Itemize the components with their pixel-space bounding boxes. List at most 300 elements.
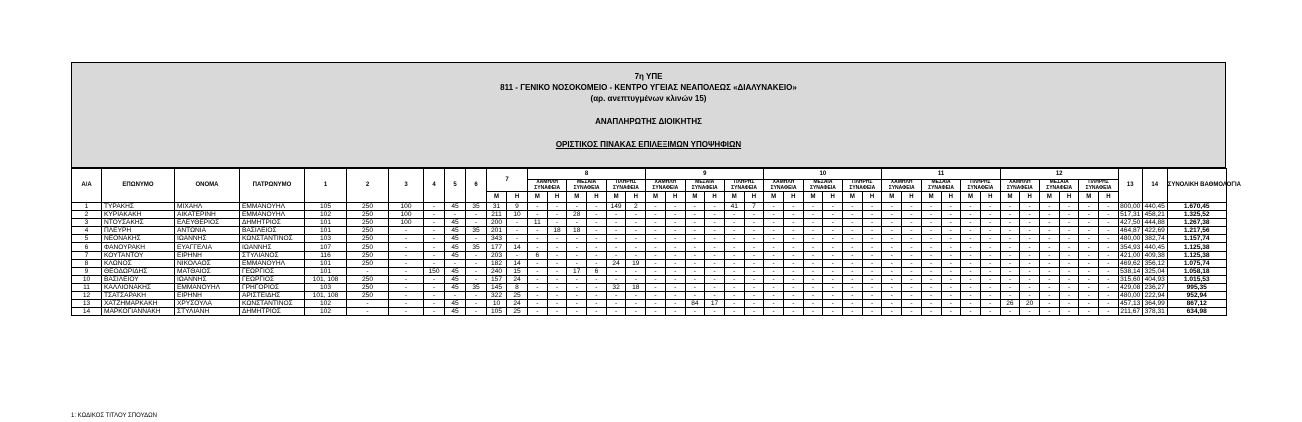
table-cell: -	[784, 275, 804, 283]
table-cell: 250	[347, 227, 389, 235]
table-cell: -	[389, 292, 424, 300]
table-cell: -	[902, 243, 922, 251]
table-cell: -	[902, 251, 922, 259]
col-h-header: Η	[1059, 192, 1079, 203]
table-cell: -	[347, 300, 389, 308]
row-number: 9	[72, 267, 102, 275]
col-total-header: ΣΥΝΟΛΙΚΗ ΒΑΘΜΟΛΟΓΙΑ	[1167, 169, 1226, 203]
name-cell: ΧΡΥΣΟΥΛΑ	[175, 300, 240, 308]
table-cell: -	[724, 227, 744, 235]
father-name-cell: ΒΑΣΙΛΕΙΟΣ	[240, 227, 305, 235]
father-name-cell: ΑΡΙΣΤΕΙΔΗΣ	[240, 292, 305, 300]
table-cell: -	[1079, 308, 1099, 316]
table-cell: -	[980, 211, 1000, 219]
table-cell: -	[1079, 235, 1099, 243]
table-cell: -	[921, 283, 941, 291]
table-cell: -	[724, 251, 744, 259]
table-cell: 45	[445, 275, 466, 283]
table-cell: -	[843, 243, 863, 251]
table-cell: -	[466, 211, 487, 219]
table-cell: 45	[445, 235, 466, 243]
table-cell: 250	[347, 275, 389, 283]
table-cell: -	[823, 292, 843, 300]
table-cell: -	[803, 251, 823, 259]
total-score-cell: 1.217,56	[1167, 227, 1226, 235]
table-cell: 517,31	[1120, 211, 1141, 219]
table-cell: -	[646, 267, 666, 275]
table-cell: -	[744, 267, 764, 275]
table-cell: -	[685, 292, 705, 300]
table-cell: -	[424, 283, 445, 291]
table-cell: -	[1039, 203, 1059, 211]
table-cell: -	[389, 227, 424, 235]
name-cell: ΝΙΚΟΛΑΟΣ	[175, 259, 240, 267]
table-cell: -	[1099, 203, 1119, 211]
col-m-header: Μ	[724, 192, 744, 203]
table-row	[72, 275, 1227, 283]
col-m-header: Μ	[961, 192, 981, 203]
table-cell: -	[921, 300, 941, 308]
table-cell: -	[980, 235, 1000, 243]
table-cell: -	[528, 292, 548, 300]
table-cell: -	[1020, 267, 1040, 275]
surname-cell: ΘΕΟΔΩΡΙΔΗΣ	[102, 267, 175, 275]
table-cell: 101	[305, 259, 347, 267]
table-cell: -	[764, 259, 784, 267]
table-cell: 35	[466, 243, 487, 251]
col-m-header: Μ	[843, 192, 863, 203]
table-cell: 422,69	[1142, 227, 1167, 235]
table-row	[72, 300, 1227, 308]
col-m-header: Μ	[921, 192, 941, 203]
table-cell: -	[764, 203, 784, 211]
table-cell: 6	[587, 267, 607, 275]
group-header: 8	[528, 169, 646, 180]
total-score-cell: 1.058,18	[1167, 267, 1226, 275]
table-cell: 15	[507, 267, 528, 275]
table-cell: -	[547, 211, 567, 219]
table-cell: 45	[445, 219, 466, 227]
table-cell: -	[665, 219, 685, 227]
relevance-level-header: ΜΕΣΑΙΑ ΣΥΝΑΦΕΙΑ	[685, 180, 724, 192]
table-cell: -	[941, 283, 961, 291]
surname-cell: ΚΛΩΝΟΣ	[102, 259, 175, 267]
table-cell: -	[803, 243, 823, 251]
table-cell: 19	[626, 259, 646, 267]
col-h-header: Η	[744, 192, 764, 203]
table-cell: -	[882, 203, 902, 211]
surname-cell: ΠΛΕΥΡΗ	[102, 227, 175, 235]
table-cell: -	[961, 235, 981, 243]
father-name-cell: ΓΡΗΓΟΡΙΟΣ	[240, 283, 305, 291]
name-cell: ΣΤΥΛΙΑΝΗ	[175, 308, 240, 316]
table-cell: -	[1039, 267, 1059, 275]
table-cell: -	[724, 211, 744, 219]
table-cell: -	[685, 227, 705, 235]
table-cell: -	[547, 219, 567, 227]
table-cell: -	[606, 275, 626, 283]
table-cell: -	[685, 308, 705, 316]
table-cell: -	[1099, 267, 1119, 275]
surname-cell: ΧΑΤΖΗΜΑΡΚΑΚΗ	[102, 300, 175, 308]
table-cell: -	[685, 219, 705, 227]
table-cell: 421,00	[1120, 251, 1141, 259]
table-cell: -	[1099, 243, 1119, 251]
table-cell: -	[1039, 283, 1059, 291]
table-cell: -	[1000, 259, 1020, 267]
table-cell: -	[1059, 292, 1079, 300]
table-cell: -	[626, 308, 646, 316]
table-cell: -	[724, 300, 744, 308]
surname-cell: ΤΥΡΑΚΗΣ	[102, 203, 175, 211]
table-cell: -	[587, 308, 607, 316]
table-cell: 250	[347, 235, 389, 243]
table-cell: -	[606, 292, 626, 300]
table-cell: -	[784, 211, 804, 219]
table-cell: -	[1059, 235, 1079, 243]
table-cell: -	[547, 292, 567, 300]
table-cell: -	[705, 259, 725, 267]
table-cell: -	[1059, 227, 1079, 235]
table-cell: 203	[487, 251, 507, 259]
col-4-header: 4	[424, 169, 445, 203]
surname-cell: ΦΑΝΟΥΡΑΚΗ	[102, 243, 175, 251]
table-cell: 28	[567, 211, 587, 219]
table-cell: 2	[626, 203, 646, 211]
table-cell: -	[665, 251, 685, 259]
table-cell: 322	[487, 292, 507, 300]
col-h-header: Η	[784, 192, 804, 203]
total-score-cell: 1.670,45	[1167, 203, 1226, 211]
table-cell: -	[921, 227, 941, 235]
table-cell: -	[1000, 292, 1020, 300]
relevance-level-header: ΧΑΜΗΛΗ ΣΥΝΑΦΕΙΑ	[882, 180, 921, 192]
table-cell: -	[1099, 235, 1119, 243]
table-cell: 35	[466, 203, 487, 211]
table-cell: -	[961, 243, 981, 251]
table-cell: -	[1059, 211, 1079, 219]
table-cell: -	[646, 259, 666, 267]
table-cell: 45	[445, 267, 466, 275]
table-cell: -	[882, 259, 902, 267]
father-name-cell: ΚΩΝΣΤΑΝΤΙΝΟΣ	[240, 300, 305, 308]
table-cell: -	[823, 267, 843, 275]
table-cell: 11	[528, 219, 548, 227]
table-cell: -	[705, 283, 725, 291]
table-cell: 427,50	[1120, 219, 1141, 227]
table-cell: -	[626, 211, 646, 219]
table-cell: -	[626, 292, 646, 300]
table-cell: -	[843, 308, 863, 316]
table-cell: 211,67	[1118, 308, 1142, 316]
table-cell: 157	[487, 275, 507, 283]
table-cell: -	[724, 219, 744, 227]
table-cell: -	[744, 243, 764, 251]
table-cell: -	[941, 227, 961, 235]
table-cell: 35	[466, 227, 487, 235]
table-cell: 103	[305, 283, 347, 291]
table-cell: -	[1079, 292, 1099, 300]
table-cell: -	[705, 227, 725, 235]
table-cell: 201	[487, 227, 507, 235]
table-cell: -	[764, 227, 784, 235]
table-cell: -	[646, 203, 666, 211]
table-cell: -	[606, 235, 626, 243]
table-cell: -	[587, 259, 607, 267]
table-cell: -	[646, 251, 666, 259]
table-cell: -	[764, 275, 784, 283]
table-cell: -	[980, 251, 1000, 259]
table-cell: -	[1000, 283, 1020, 291]
table-cell: -	[882, 227, 902, 235]
table-cell: 26	[1000, 300, 1020, 308]
table-cell: 8	[507, 283, 528, 291]
table-cell: -	[980, 283, 1000, 291]
table-cell: -	[882, 308, 902, 316]
table-cell: -	[921, 211, 941, 219]
table-cell: -	[744, 219, 764, 227]
table-cell: 200	[487, 219, 507, 227]
table-cell: 364,99	[1142, 300, 1167, 308]
table-cell: -	[843, 227, 863, 235]
table-cell: -	[1059, 251, 1079, 259]
table-cell: -	[1099, 211, 1119, 219]
col-h-header: Η	[902, 192, 922, 203]
col-m-header: Μ	[882, 192, 902, 203]
table-cell: -	[466, 235, 487, 243]
table-cell: -	[882, 243, 902, 251]
table-cell: -	[1059, 203, 1079, 211]
table-cell: -	[1099, 292, 1119, 300]
table-cell: -	[528, 243, 548, 251]
table-cell: 100	[389, 211, 424, 219]
table-cell: -	[587, 275, 607, 283]
table-cell: -	[803, 308, 823, 316]
table-cell: -	[941, 259, 961, 267]
table-cell: -	[941, 219, 961, 227]
table-cell: -	[389, 243, 424, 251]
col-h-header: Η	[1099, 192, 1119, 203]
table-row	[72, 292, 1227, 300]
table-cell: -	[646, 300, 666, 308]
row-number: 5	[72, 235, 102, 243]
table-cell: -	[389, 267, 424, 275]
table-cell: 101	[305, 267, 347, 275]
table-cell: -	[547, 275, 567, 283]
table-cell: 211	[487, 211, 507, 219]
table-cell: -	[424, 292, 445, 300]
table-cell: -	[784, 300, 804, 308]
table-cell: -	[1099, 283, 1119, 291]
table-cell: 538,14	[1120, 267, 1141, 275]
table-cell: -	[685, 243, 705, 251]
col-2-header: 2	[347, 169, 389, 203]
table-cell: -	[980, 227, 1000, 235]
father-name-cell: ΔΗΜΗΤΡΙΟΣ	[240, 308, 305, 316]
row-number: 1	[72, 203, 102, 211]
table-cell: -	[823, 235, 843, 243]
table-cell: -	[862, 259, 882, 267]
table-cell: -	[547, 300, 567, 308]
col-m-header: Μ	[606, 192, 626, 203]
table-cell: 9	[507, 203, 528, 211]
table-cell: -	[1020, 219, 1040, 227]
col-h-header: Η	[547, 192, 567, 203]
table-cell: -	[862, 251, 882, 259]
table-cell: -	[862, 308, 882, 316]
table-cell: 7	[744, 203, 764, 211]
table-cell: -	[803, 259, 823, 267]
table-cell: -	[685, 275, 705, 283]
table-cell: -	[606, 251, 626, 259]
table-row	[72, 219, 1227, 227]
name-cell: ΙΩΑΝΝΗΣ	[175, 235, 240, 243]
table-cell: 102	[305, 211, 347, 219]
table-cell: 457,13	[1120, 300, 1141, 308]
col-h-header: Η	[587, 192, 607, 203]
table-cell: -	[389, 308, 424, 316]
table-cell: -	[1099, 251, 1119, 259]
surname-cell: ΚΥΡΙΑΚΑΚΗ	[102, 211, 175, 219]
table-cell: -	[882, 251, 902, 259]
col-14-header: 14	[1142, 169, 1167, 203]
total-score-cell: 1.125,38	[1167, 243, 1226, 251]
table-cell: -	[705, 219, 725, 227]
table-cell: -	[1020, 243, 1040, 251]
table-cell: -	[764, 235, 784, 243]
table-cell: -	[665, 235, 685, 243]
table-cell: -	[1020, 203, 1040, 211]
table-cell: -	[724, 259, 744, 267]
table-cell: -	[528, 308, 548, 316]
table-cell: 444,88	[1142, 219, 1167, 227]
table-cell: -	[921, 267, 941, 275]
table-cell: -	[921, 275, 941, 283]
results-sheet	[71, 62, 1241, 316]
table-cell: -	[547, 283, 567, 291]
table-cell: -	[606, 308, 626, 316]
table-cell: -	[1059, 219, 1079, 227]
table-cell: -	[724, 243, 744, 251]
table-cell: -	[705, 203, 725, 211]
table-cell: -	[1099, 219, 1119, 227]
table-cell: 236,27	[1142, 283, 1167, 291]
table-cell: -	[665, 283, 685, 291]
table-cell: -	[1079, 211, 1099, 219]
table-cell: -	[705, 211, 725, 219]
row-number: 13	[72, 300, 102, 308]
row-number: 4	[72, 227, 102, 235]
table-cell: 18	[626, 283, 646, 291]
table-cell: -	[862, 203, 882, 211]
table-cell: -	[961, 300, 981, 308]
table-cell: -	[705, 308, 725, 316]
table-cell: 10	[487, 300, 507, 308]
table-cell: -	[1039, 292, 1059, 300]
table-cell: 24	[606, 259, 626, 267]
table-cell: -	[1039, 251, 1059, 259]
table-cell: -	[507, 235, 528, 243]
table-cell: -	[921, 292, 941, 300]
table-cell: -	[724, 235, 744, 243]
table-cell: 101, 108	[305, 275, 347, 283]
table-cell: -	[705, 267, 725, 275]
table-cell: -	[1000, 251, 1020, 259]
total-score-cell: 1.325,52	[1167, 211, 1226, 219]
table-cell: 100	[389, 203, 424, 211]
table-cell: -	[528, 283, 548, 291]
table-cell: -	[587, 243, 607, 251]
table-cell: -	[389, 283, 424, 291]
table-cell: -	[587, 300, 607, 308]
table-cell: -	[705, 275, 725, 283]
table-cell: -	[1059, 308, 1079, 316]
table-cell: -	[843, 275, 863, 283]
table-cell: -	[665, 243, 685, 251]
table-cell: -	[665, 308, 685, 316]
group-header: 12	[1000, 169, 1118, 180]
father-name-cell: ΕΜΜΑΝΟΥΗΛ	[240, 203, 305, 211]
relevance-level-header: ΜΕΣΑΙΑ ΣΥΝΑΦΕΙΑ	[921, 180, 960, 192]
table-cell: -	[1039, 243, 1059, 251]
group-header: 10	[764, 169, 882, 180]
table-cell: -	[685, 203, 705, 211]
table-cell: 440,45	[1142, 243, 1167, 251]
table-cell: -	[961, 219, 981, 227]
table-cell: -	[784, 259, 804, 267]
table-cell: -	[862, 283, 882, 291]
table-cell: -	[646, 211, 666, 219]
table-cell: -	[784, 235, 804, 243]
table-cell: -	[685, 259, 705, 267]
table-cell: -	[445, 211, 466, 219]
row-number: 3	[72, 219, 102, 227]
col-3-header: 3	[389, 169, 424, 203]
table-cell: -	[606, 300, 626, 308]
table-cell: -	[980, 243, 1000, 251]
table-cell: -	[547, 235, 567, 243]
total-score-cell: 995,35	[1167, 283, 1226, 291]
table-cell: -	[1000, 275, 1020, 283]
table-cell: 14	[507, 243, 528, 251]
table-cell: 107	[305, 243, 347, 251]
table-cell: -	[424, 235, 445, 243]
table-cell: -	[744, 259, 764, 267]
table-cell: -	[587, 203, 607, 211]
name-cell: ΙΩΑΝΝΗΣ	[175, 275, 240, 283]
table-cell: -	[961, 292, 981, 300]
table-cell: 343	[487, 235, 507, 243]
table-cell: -	[389, 275, 424, 283]
table-cell: -	[626, 235, 646, 243]
father-name-cell: ΚΩΝΣΤΑΝΤΙΝΟΣ	[240, 235, 305, 243]
table-cell: 429,08	[1120, 283, 1141, 291]
table-cell: -	[843, 283, 863, 291]
row-number: 6	[72, 243, 102, 251]
table-cell: 41	[724, 203, 744, 211]
table-cell: -	[941, 267, 961, 275]
table-cell: -	[744, 235, 764, 243]
group-header: 9	[646, 169, 764, 180]
table-cell: -	[1020, 227, 1040, 235]
table-cell: -	[626, 275, 646, 283]
col-m-header: Μ	[528, 192, 548, 203]
table-cell: -	[744, 227, 764, 235]
header-line-region: 7η ΥΠΕ	[634, 72, 663, 81]
table-cell: -	[1039, 275, 1059, 283]
table-cell: -	[528, 227, 548, 235]
table-cell: -	[665, 259, 685, 267]
